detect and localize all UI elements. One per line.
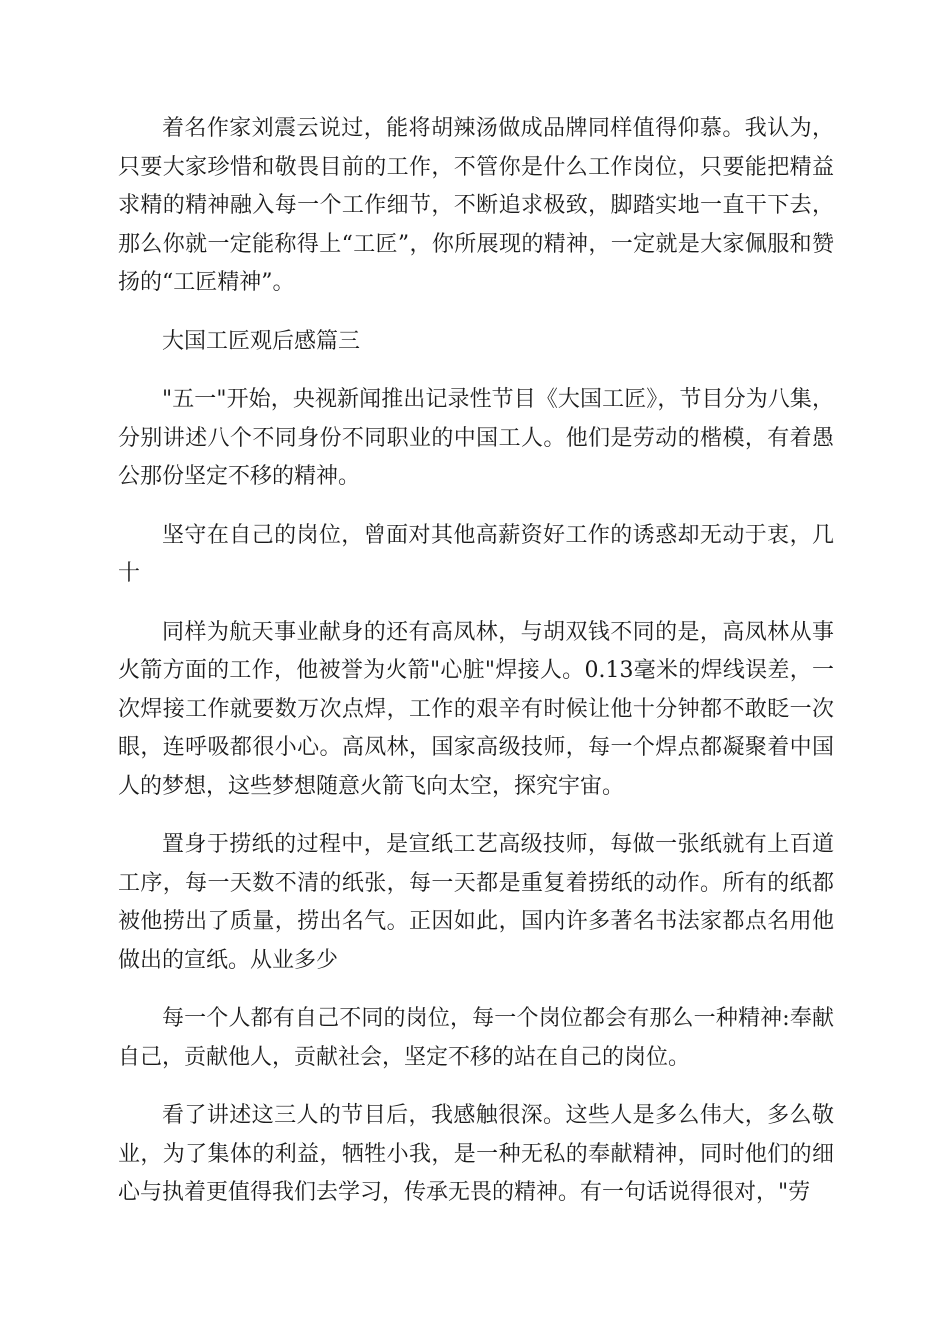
paragraph-every-post: 每一个人都有自己不同的岗位，每一个岗位都会有那么一种精神:奉献自己，贡献他人，贡献社会，坚定不移的站在自己的岗位。 — [118, 1006, 834, 1070]
paragraph-reflection: 看了讲述这三人的节目后，我感触很深。这些人是多么伟大，多么敬业，为了集体的利益，牺牲小我，是一种无私的奉献精神，同时他们的细心与执着更值得我们去学习，传承无畏的精神。有一句话说得很对，"劳 — [118, 1103, 834, 1205]
paragraph-gao-fenglin: 同样为航天事业献身的还有高凤林，与胡双钱不同的是，高凤林从事火箭方面的工作，他被誉为火箭"心脏"焊接人。0.13毫米的焊线误差，一次焊接工作就要数万次点焊，工作的艰辛有时候让他十分钟都不敢眨一次眼，连呼吸都很小心。高凤林，国家高级技师，每一个焊点都凝聚着中国人的梦想，这些梦想随意火箭飞向太空，探究宇宙。 — [118, 619, 834, 799]
paragraph-steadfast: 坚守在自己的岗位，曾面对其他高薪资好工作的诱惑却无动于衷，几十 — [118, 522, 834, 586]
paragraph-paper-making: 置身于捞纸的过程中，是宣纸工艺高级技师，每做一张纸就有上百道工序，每一天数不清的纸张，每一天都是重复着捞纸的动作。所有的纸都被他捞出了质量，捞出名气。正因如此，国内许多著名书法家都点名用他做出的宣纸。从业多少 — [118, 832, 834, 973]
paragraph-craftsman-spirit: 着名作家刘震云说过，能将胡辣汤做成品牌同样值得仰慕。我认为，只要大家珍惜和敬畏目前的工作，不管你是什么工作岗位，只要能把精益求精的精神融入每一个工作细节，不断追求极致，脚踏实地一直干下去，那么你就一定能称得上“工匠”，你所展现的精神，一定就是大家佩服和赞扬的“工匠精神”。 — [118, 116, 834, 295]
paragraph-program-intro: "五一"开始，央视新闻推出记录性节目《大国工匠》，节目分为八集，分别讲述八个不同身份不同职业的中国工人。他们是劳动的楷模，有着愚公那份坚定不移的精神。 — [118, 387, 834, 489]
document-page — [118, 110, 834, 1233]
section-heading: 大国工匠观后感篇三 — [162, 328, 361, 354]
